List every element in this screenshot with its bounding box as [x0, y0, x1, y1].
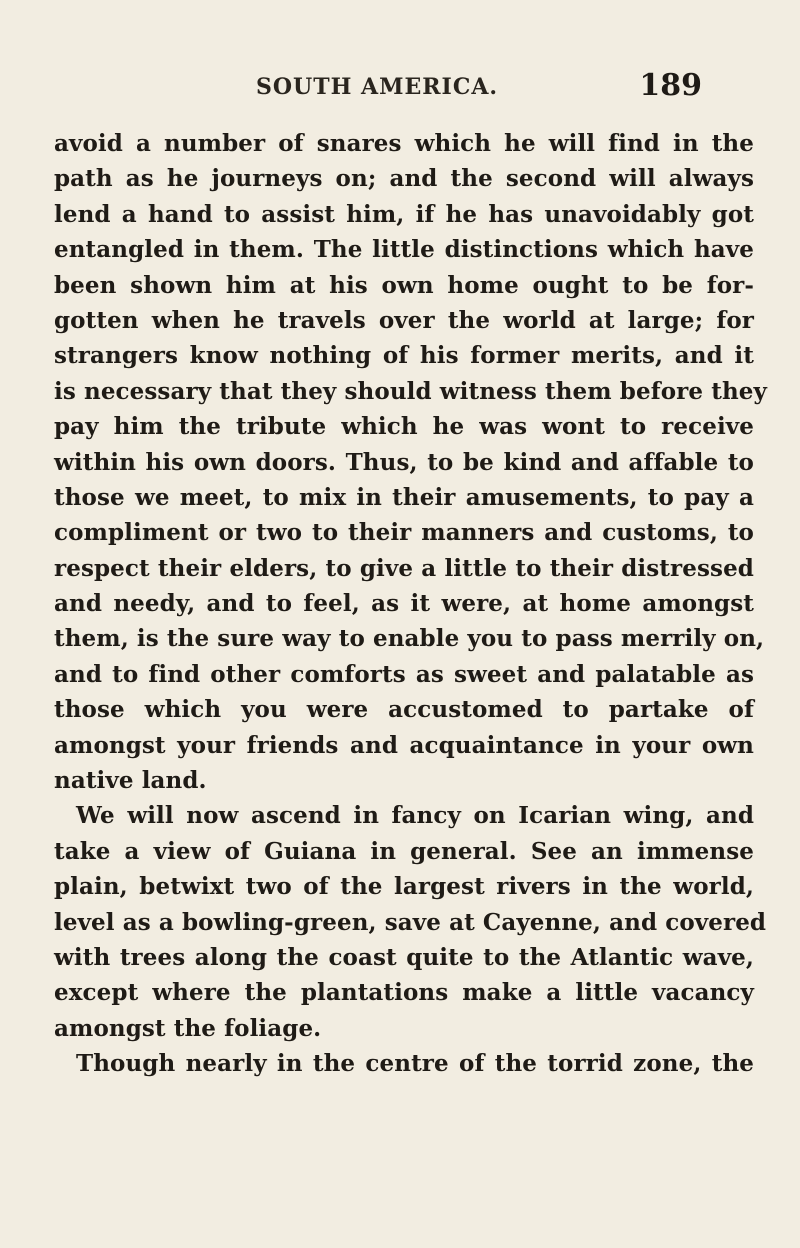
- text-line: amongst the foliage.: [54, 1014, 322, 1042]
- text-line: take a view of Guiana in general. See an immense: [54, 837, 754, 865]
- text-line: those which you were accustomed to partake of: [54, 696, 754, 724]
- text-line: plain, betwixt two of the largest rivers in the world,: [54, 873, 754, 901]
- text-line: within his own doors. Thus, to be kind and affable to: [54, 448, 754, 476]
- text-line: with trees along the coast quite to the Atlantic wave,: [54, 943, 754, 971]
- text-line: We will now ascend in fancy on Icarian wing, and: [76, 802, 754, 830]
- text-line: pay him the tribute which he was wont to receive: [54, 413, 754, 441]
- text-line: respect their elders, to give a little to their distressed: [54, 554, 754, 582]
- text-line: except where the plantations make a little vacancy: [54, 979, 754, 1007]
- text-line: gotten when he travels over the world at large; for: [54, 306, 754, 334]
- text-line: native land.: [54, 767, 207, 795]
- text-line: strangers know nothing of his former merits, and it: [54, 342, 754, 370]
- running-title: SOUTH AMERICA.: [256, 74, 499, 100]
- page-number: 189: [639, 68, 702, 103]
- text-line: those we meet, to mix in their amusements, to pay a: [54, 483, 754, 511]
- text-line: Though nearly in the centre of the torrid zone, the: [76, 1050, 754, 1078]
- text-line: amongst your friends and acquaintance in your own: [54, 731, 754, 759]
- text-line: been shown him at his own home ought to be for-: [54, 271, 754, 299]
- running-head: [0, 68, 800, 114]
- text-line: path as he journeys on; and the second will always: [54, 165, 754, 193]
- text-line: them, is the sure way to enable you to pass merrily on,: [54, 625, 765, 653]
- text-line: and to find other comforts as sweet and palatable as: [54, 660, 754, 688]
- text-line: entangled in them. The little distinctions which have: [54, 236, 754, 264]
- text-line: level as a bowling-green, save at Cayenne, and covered: [54, 908, 767, 936]
- text-line: compliment or two to their manners and customs, to: [54, 519, 754, 547]
- text-line: lend a hand to assist him, if he has unavoidably got: [54, 200, 754, 228]
- text-line: is necessary that they should witness them before they: [54, 377, 767, 405]
- text-line: avoid a number of snares which he will find in the: [54, 130, 754, 157]
- text-line: and needy, and to feel, as it were, at home amongst: [54, 590, 754, 618]
- body-text: [54, 126, 767, 1082]
